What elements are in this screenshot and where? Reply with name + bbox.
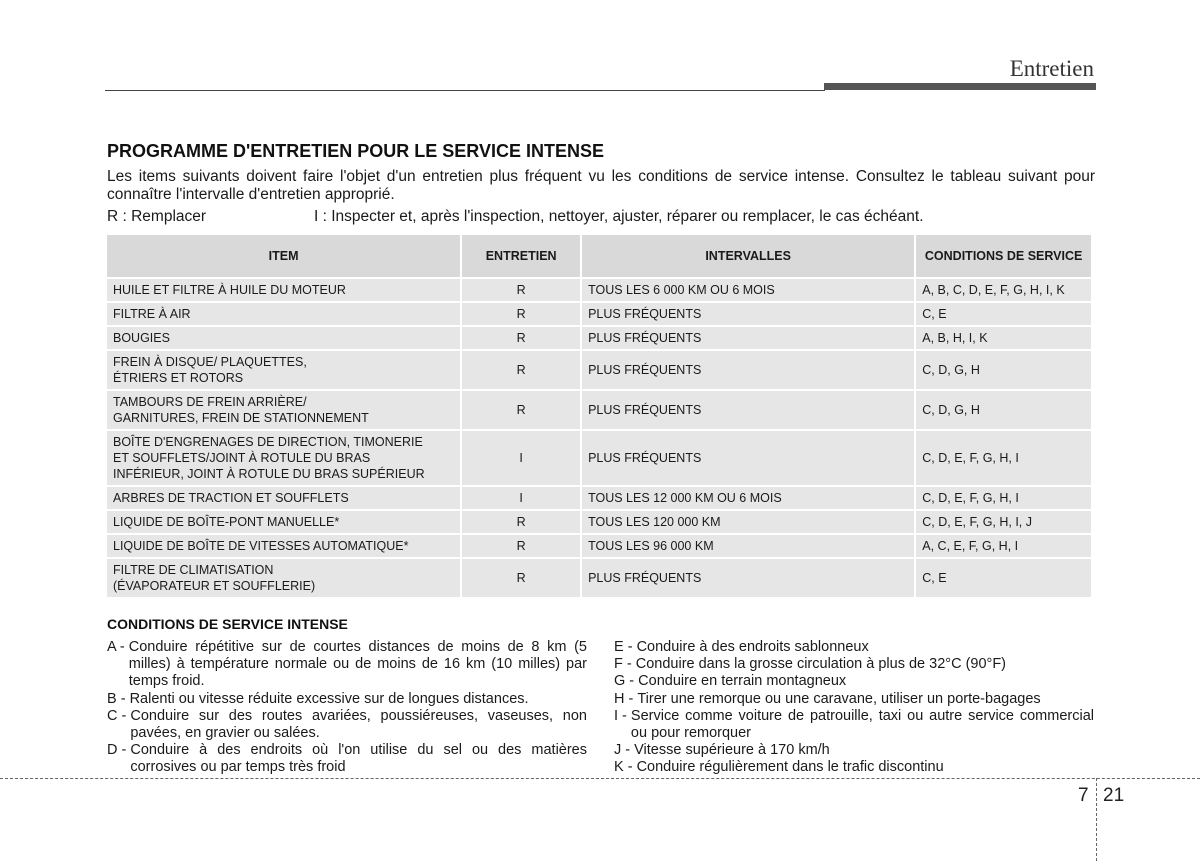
cell-item: TAMBOURS DE FREIN ARRIÈRE/ GARNITURES, FREIN DE STATIONNEMENT	[107, 391, 460, 429]
condition-key: F -	[614, 656, 636, 673]
condition-text: Conduire sur des routes avariées, poussiéreuses, vaseuses, non pavées, en gravier ou salées.	[130, 707, 587, 742]
cell-intervalle: PLUS FRÉQUENTS	[582, 303, 914, 325]
conditions-left-column	[107, 639, 587, 777]
cell-intervalle: TOUS LES 96 000 KM	[582, 535, 914, 557]
cell-item: LIQUIDE DE BOÎTE-PONT MANUELLE*	[107, 511, 460, 533]
table-row	[107, 431, 1091, 485]
condition-key: I -	[614, 707, 631, 724]
condition-item	[614, 656, 1094, 673]
table-row	[107, 391, 1091, 429]
table-row	[107, 327, 1091, 349]
condition-text: Conduire dans la grosse circulation à plus de 32°C (90°F)	[635, 656, 1007, 673]
cell-conditions: C, D, G, H	[916, 351, 1091, 389]
page-number: 21	[1103, 785, 1125, 806]
table-row	[107, 511, 1091, 533]
table-body	[107, 279, 1091, 597]
cell-entretien: R	[462, 535, 580, 557]
conditions-title: CONDITIONS DE SERVICE INTENSE	[107, 616, 348, 632]
header-rule-accent	[824, 83, 1096, 90]
cell-entretien: R	[462, 391, 580, 429]
cell-entretien: I	[462, 487, 580, 509]
condition-item	[614, 708, 1094, 742]
table-row	[107, 487, 1091, 509]
condition-item	[614, 691, 1094, 708]
condition-item	[614, 639, 1094, 656]
condition-item	[107, 639, 587, 691]
table-row	[107, 351, 1091, 389]
cell-item: HUILE ET FILTRE À HUILE DU MOTEUR	[107, 279, 460, 301]
condition-text: Conduire régulièrement dans le trafic discontinu	[636, 759, 944, 776]
cell-item: FILTRE DE CLIMATISATION (ÉVAPORATEUR ET SOUFFLERIE)	[107, 559, 460, 597]
table-header-row	[107, 235, 1091, 277]
header-entretien: ENTRETIEN	[462, 235, 580, 277]
cell-intervalle: TOUS LES 12 000 KM OU 6 MOIS	[582, 487, 914, 509]
cell-conditions: A, C, E, F, G, H, I	[916, 535, 1091, 557]
legend-replace: R : Remplacer	[107, 208, 207, 225]
condition-key: J -	[614, 742, 635, 759]
condition-key: G -	[614, 673, 639, 690]
cell-intervalle: PLUS FRÉQUENTS	[582, 351, 914, 389]
cell-conditions: C, E	[916, 559, 1091, 597]
cell-conditions: C, D, G, H	[916, 391, 1091, 429]
condition-text: Vitesse supérieure à 170 km/h	[634, 742, 830, 759]
chapter-number: 7	[1078, 785, 1089, 806]
header-intervalles: INTERVALLES	[582, 235, 914, 277]
cell-item: ARBRES DE TRACTION ET SOUFFLETS	[107, 487, 460, 509]
section-title: PROGRAMME D'ENTRETIEN POUR LE SERVICE INTENSE	[107, 141, 605, 161]
cell-entretien: I	[462, 431, 580, 485]
table-row	[107, 303, 1091, 325]
condition-key: B -	[107, 690, 130, 707]
condition-key: D -	[107, 742, 131, 759]
condition-item	[107, 708, 587, 742]
cell-intervalle: PLUS FRÉQUENTS	[582, 559, 914, 597]
condition-text: Conduire à des endroits où l'on utilise du sel ou des matières corrosives ou par temps très froid	[130, 742, 587, 776]
cell-entretien: R	[462, 303, 580, 325]
table-row	[107, 279, 1091, 301]
condition-key: H -	[614, 690, 638, 707]
footer-dashed-rule	[0, 778, 1200, 779]
intro-paragraph: Les items suivants doivent faire l'objet d'un entretien plus fréquent vu les conditions de service intense. Consultez le tableau suivant pour connaître l'intervalle d'entretien approprié.	[107, 168, 1095, 203]
condition-item	[614, 673, 1094, 690]
cell-item: LIQUIDE DE BOÎTE DE VITESSES AUTOMATIQUE*	[107, 535, 460, 557]
cell-intervalle: TOUS LES 120 000 KM	[582, 511, 914, 533]
legend-inspect: I : Inspecter et, après l'inspection, nettoyer, ajuster, réparer ou remplacer, le cas échéant.	[314, 208, 924, 225]
cell-item: BOUGIES	[107, 327, 460, 349]
header-item: ITEM	[107, 235, 460, 277]
cell-entretien: R	[462, 327, 580, 349]
cell-intervalle: PLUS FRÉQUENTS	[582, 431, 914, 485]
condition-text: Tirer une remorque ou une caravane, utiliser un porte-bagages	[637, 690, 1041, 707]
cell-entretien: R	[462, 559, 580, 597]
header-rule	[105, 90, 825, 91]
cell-intervalle: PLUS FRÉQUENTS	[582, 327, 914, 349]
chapter-header-title: Entretien	[1009, 56, 1094, 81]
cell-conditions: A, B, H, I, K	[916, 327, 1091, 349]
condition-item	[614, 742, 1094, 759]
header-conditions: CONDITIONS DE SERVICE	[916, 235, 1091, 277]
condition-text: Conduire en terrain montagneux	[638, 673, 847, 690]
condition-key: K -	[614, 759, 637, 776]
condition-key: C -	[107, 707, 131, 724]
cell-entretien: R	[462, 351, 580, 389]
condition-item	[107, 691, 587, 708]
cell-entretien: R	[462, 511, 580, 533]
cell-item: FREIN À DISQUE/ PLAQUETTES, ÉTRIERS ET ROTORS	[107, 351, 460, 389]
condition-key: E -	[614, 639, 637, 655]
conditions-right-column	[614, 639, 1094, 777]
cell-conditions: C, D, E, F, G, H, I	[916, 487, 1091, 509]
cell-intervalle: PLUS FRÉQUENTS	[582, 391, 914, 429]
cell-item: FILTRE À AIR	[107, 303, 460, 325]
cell-conditions: C, D, E, F, G, H, I, J	[916, 511, 1091, 533]
condition-item	[107, 742, 587, 776]
condition-text: Service comme voiture de patrouille, taxi ou autre service commercial ou pour remorquer	[630, 707, 1094, 742]
footer-vertical-rule	[1096, 778, 1097, 861]
cell-intervalle: TOUS LES 6 000 KM OU 6 MOIS	[582, 279, 914, 301]
condition-text: Conduire à des endroits sablonneux	[636, 639, 869, 655]
table-row	[107, 559, 1091, 597]
condition-text: Conduire répétitive sur de courtes distances de moins de 8 km (5 milles) à température normale ou de moins de 16 km (10 milles) par temps froid.	[128, 639, 587, 690]
condition-text: Ralenti ou vitesse réduite excessive sur de longues distances.	[129, 690, 529, 707]
cell-conditions: C, E	[916, 303, 1091, 325]
cell-conditions: A, B, C, D, E, F, G, H, I, K	[916, 279, 1091, 301]
condition-key: A -	[107, 639, 129, 655]
table-row	[107, 535, 1091, 557]
maintenance-table	[105, 233, 1093, 599]
cell-item: BOÎTE D'ENGRENAGES DE DIRECTION, TIMONERIE ET SOUFFLETS/JOINT À ROTULE DU BRAS INFÉRIEUR, JOINT À ROTULE DU BRAS SUPÉRIEUR	[107, 431, 460, 485]
cell-entretien: R	[462, 279, 580, 301]
condition-item	[614, 759, 1094, 776]
cell-conditions: C, D, E, F, G, H, I	[916, 431, 1091, 485]
